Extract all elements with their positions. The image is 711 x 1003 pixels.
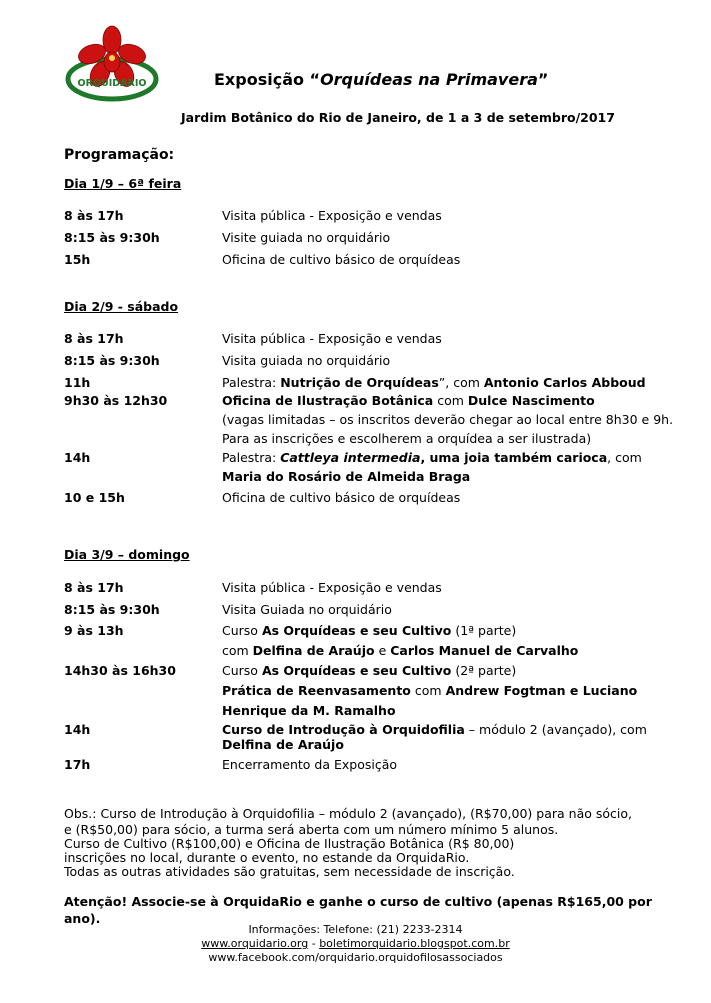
- schedule-desc: Oficina de cultivo básico de orquídeas: [222, 490, 461, 505]
- orquidario-logo: [64, 24, 160, 106]
- footer-links: www.orquidario.org - boletimorquidario.blogspot.com.br: [201, 937, 510, 950]
- day-heading: Dia 3/9 – domingo: [64, 547, 190, 562]
- obs-line: inscrições no local, durante o evento, no estande da OrquidaRio.: [64, 850, 470, 865]
- schedule-time: 14h: [64, 722, 91, 737]
- program-label: Programação:: [64, 147, 175, 163]
- event-title: Exposição “Orquídeas na Primavera”: [214, 70, 549, 89]
- schedule-time: 8:15 às 9:30h: [64, 230, 160, 245]
- schedule-desc-line: com Delfina de Araújo e Carlos Manuel de Carvalho: [222, 643, 579, 658]
- schedule-desc: Palestra: Nutrição de Orquídeas”, com Antonio Carlos Abboud: [222, 375, 646, 390]
- schedule-desc-line: Delfina de Araújo: [222, 737, 344, 752]
- schedule-time: 8:15 às 9:30h: [64, 353, 160, 368]
- schedule-desc-line: (vagas limitadas – os inscritos deverão chegar ao local entre 8h30 e 9h.: [222, 412, 674, 427]
- schedule-desc: Visita guiada no orquidário: [222, 353, 391, 368]
- schedule-desc: Visite guiada no orquidário: [222, 230, 391, 245]
- obs-line: Curso de Cultivo (R$100,00) e Oficina de Ilustração Botânica (R$ 80,00): [64, 836, 515, 851]
- schedule-time: 17h: [64, 757, 91, 772]
- website-link[interactable]: www.orquidario.org: [201, 937, 309, 950]
- schedule-desc-line: Henrique da M. Ramalho: [222, 703, 396, 718]
- attention-note: Atenção! Associe-se à OrquidaRio e ganhe o curso de cultivo (apenas R$165,00 por ano).: [64, 894, 652, 926]
- footer-info: Informações: Telefone: (21) 2233-2314: [248, 923, 463, 936]
- schedule-desc-line: Para as inscrições e escolherem a orquídea a ser ilustrada): [222, 431, 592, 446]
- schedule-desc: Visita pública - Exposição e vendas: [222, 580, 442, 595]
- schedule-time: 14h: [64, 450, 91, 465]
- schedule-time: 10 e 15h: [64, 490, 125, 505]
- schedule-time: 9 às 13h: [64, 623, 124, 638]
- schedule-desc: Oficina de Ilustração Botânica com Dulce Nascimento: [222, 393, 595, 408]
- schedule-desc: Curso de Introdução à Orquidofilia – módulo 2 (avançado), com: [222, 722, 647, 737]
- schedule-desc-line: Maria do Rosário de Almeida Braga: [222, 469, 471, 484]
- schedule-desc: Visita pública - Exposição e vendas: [222, 331, 442, 346]
- obs-line: Todas as outras atividades são gratuitas, sem necessidade de inscrição.: [64, 864, 515, 879]
- schedule-time: 11h: [64, 375, 91, 390]
- schedule-time: 8 às 17h: [64, 331, 124, 346]
- day-heading: Dia 1/9 – 6ª feira: [64, 176, 182, 191]
- schedule-desc: Curso As Orquídeas e seu Cultivo (2ª parte): [222, 663, 517, 678]
- day-heading: Dia 2/9 - sábado: [64, 299, 179, 314]
- schedule-time: 8 às 17h: [64, 580, 124, 595]
- schedule-time: 15h: [64, 252, 91, 267]
- schedule-desc-line: Prática de Reenvasamento com Andrew Fogtman e Luciano: [222, 683, 638, 698]
- schedule-desc: Palestra: Cattleya intermedia, uma joia também carioca, com: [222, 450, 642, 465]
- event-subtitle: Jardim Botânico do Rio de Janeiro, de 1 a 3 de setembro/2017: [181, 110, 615, 125]
- schedule-desc: Visita pública - Exposição e vendas: [222, 208, 442, 223]
- schedule-desc: Oficina de cultivo básico de orquídeas: [222, 252, 461, 267]
- schedule-time: 8:15 às 9:30h: [64, 602, 160, 617]
- obs-line: e (R$50,00) para sócio, a turma será aberta com um número mínimo 5 alunos.: [64, 822, 559, 837]
- facebook-link[interactable]: www.facebook.com/orquidario.orquidofilosassociados: [208, 951, 503, 964]
- schedule-time: 9h30 às 12h30: [64, 393, 168, 408]
- obs-line: Obs.: Curso de Introdução à Orquidofilia – módulo 2 (avançado), (R$70,00) para não sócio,: [64, 806, 632, 821]
- schedule-time: 14h30 às 16h30: [64, 663, 176, 678]
- schedule-desc: Curso As Orquídeas e seu Cultivo (1ª parte): [222, 623, 517, 638]
- schedule-time: 8 às 17h: [64, 208, 124, 223]
- schedule-desc: Visita Guiada no orquidário: [222, 602, 392, 617]
- svg-text:ORQUIDARIO: ORQUIDARIO: [77, 78, 147, 89]
- schedule-desc: Encerramento da Exposição: [222, 757, 398, 772]
- blog-link[interactable]: boletimorquidario.blogspot.com.br: [319, 937, 510, 950]
